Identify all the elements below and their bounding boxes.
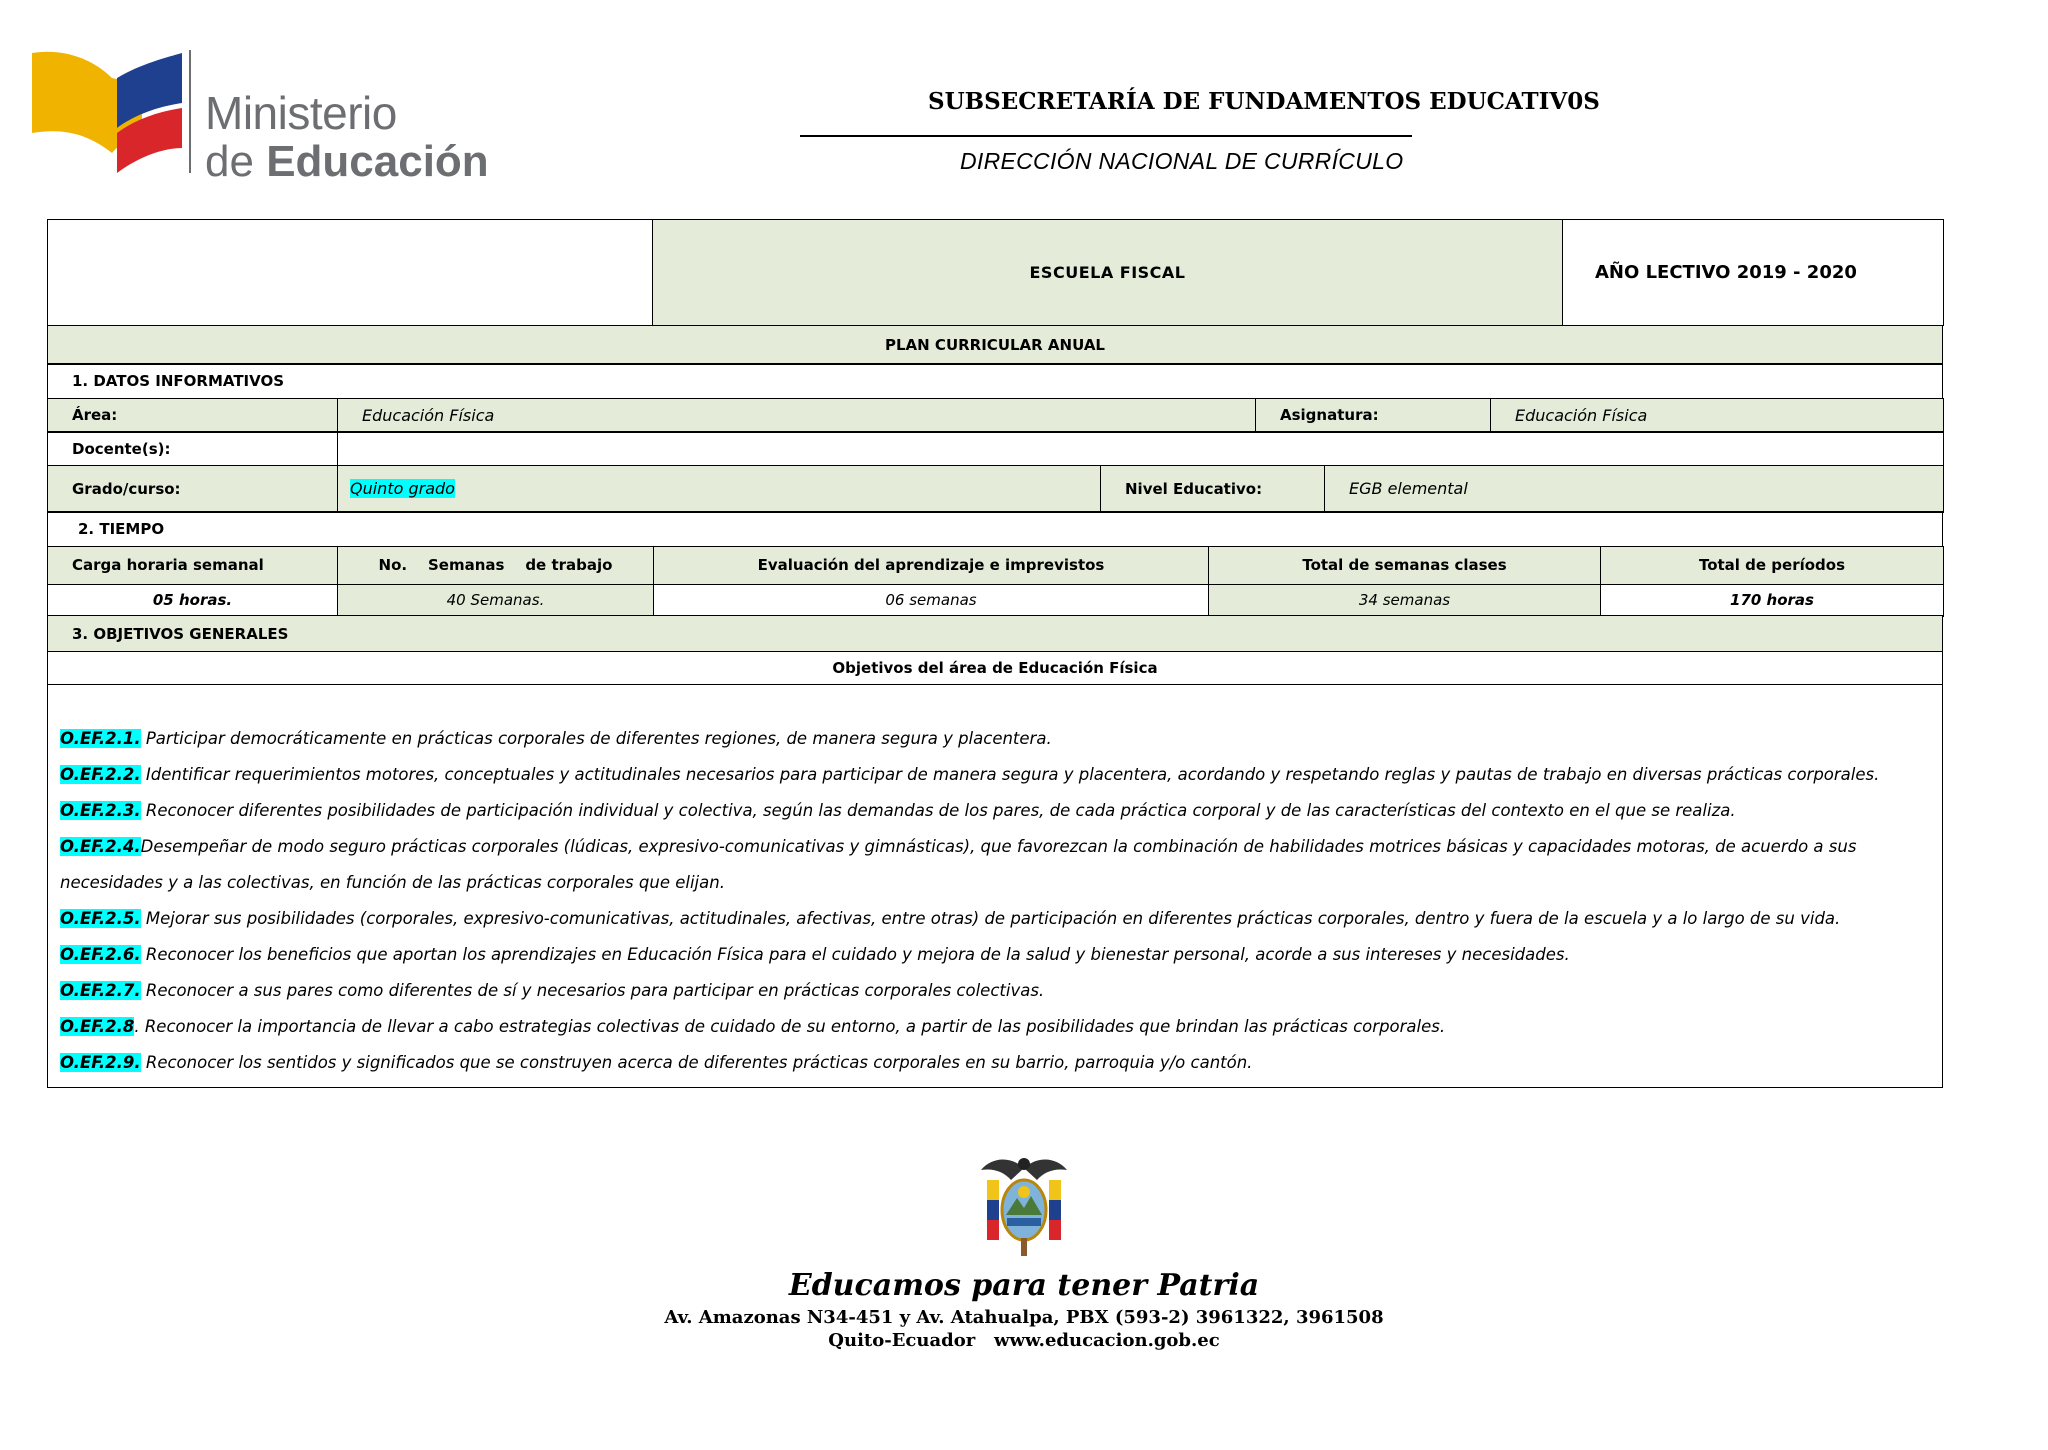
tiempo-header-evaluacion: Evaluación del aprendizaje e imprevistos [654,546,1209,584]
school-name: ESCUELA FISCAL [653,220,1563,326]
tiempo-header-semanas: No. Semanas de trabajo [338,546,654,584]
objective-text: Reconocer a sus pares como diferentes de sí y necesarios para participar en prácticas corporales colectivas. [140,981,1045,1000]
objective-text: Identificar requerimientos motores, conceptuales y actitudinales necesarios para participar de manera segura y placentera, acordando y respetando reglas y pautas de trabajo en diversas prácticas corporales. [140,765,1880,784]
plan-curricular-form [47,219,1943,1088]
objetivos-area-title: Objetivos del área de Educación Física [48,652,1943,685]
objective-item [60,937,1930,973]
objective-item [60,901,1930,937]
objective-code: O.EF.2.7. [60,981,141,1000]
direccion-subtitle: DIRECCIÓN NACIONAL DE CURRÍCULO [960,148,1404,174]
tiempo-value-evaluacion: 06 semanas [654,584,1209,616]
grado-label: Grado/curso: [48,465,338,512]
objetivos-list [47,685,1943,1088]
footer-city-web: Quito-Ecuador www.educacion.gob.ec [828,1330,1220,1351]
grado-cell [338,465,1101,512]
plan-title: PLAN CURRICULAR ANUAL [48,325,1943,364]
docente-value [338,432,1944,466]
area-row-table [47,398,1944,433]
school-title-table [47,219,1944,326]
objective-code: O.EF.2.9. [60,1053,141,1072]
tiempo-value-semanas: 40 Semanas. [338,584,654,616]
ecuador-coat-of-arms-icon [979,1150,1069,1260]
objetivos-heading-table [47,615,1943,685]
objective-item [60,721,1930,757]
logo-line-2-bold: Educación [266,137,489,186]
logo-line-2-prefix: de [205,137,254,186]
tiempo-header-total-periodos: Total de períodos [1601,546,1944,584]
header-divider [800,135,1412,137]
objective-item [60,973,1930,1009]
objective-item [60,757,1930,793]
tiempo-header-carga: Carga horaria semanal [48,546,338,584]
objective-text: . Reconocer la importancia de llevar a cabo estrategias colectivas de cuidado de su entorno, a partir de las posibilidades que brindan las prácticas corporales. [134,1017,1446,1036]
objective-text: Participar democráticamente en prácticas corporales de diferentes regiones, de manera segura y placentera. [140,729,1052,748]
tiempo-heading-table [47,511,1943,547]
docente-row-table [47,431,1944,466]
subsecretaria-title: SUBSECRETARÍA DE FUNDAMENTOS EDUCATIV0S [928,88,1600,115]
tiempo-value-carga: 05 horas. [48,584,338,616]
objective-text: Reconocer diferentes posibilidades de participación individual y colectiva, según las demandas de los pares, de cada práctica corporal y de las características del contexto en el que se realiza. [140,801,1736,820]
plan-title-table [47,325,1943,365]
objective-code: O.EF.2.2. [60,765,141,784]
objetivos-heading: 3. OBJETIVOS GENERALES [48,616,1943,652]
objective-code: O.EF.2.6. [60,945,141,964]
docente-label: Docente(s): [48,432,338,466]
tiempo-value-total-periodos: 170 horas [1601,584,1944,616]
datos-heading-table [47,363,1943,399]
tiempo-heading: 2. TIEMPO [48,512,1943,547]
objective-item [60,1045,1930,1081]
page-footer [0,1150,2048,1351]
logo-cell [48,220,653,326]
logo-line-2 [205,137,489,186]
objective-text: Desempeñar de modo seguro prácticas corporales (lúdicas, expresivo-comunicativas y gimnásticas), que favorezcan la combinación de habilidades motrices básicas y capacidades motoras, de acuerdo a sus necesidades y a las colectivas, en función de las prácticas corporales que elijan. [60,837,1857,892]
nivel-value: EGB elemental [1325,465,1944,512]
footer-motto: Educamos para tener Patria [788,1268,1260,1303]
logo-wordmark [205,87,489,186]
area-label: Área: [48,398,338,432]
tiempo-value-total-semanas: 34 semanas [1209,584,1601,616]
area-value: Educación Física [338,398,1256,432]
objective-code: O.EF.2.5. [60,909,141,928]
objective-text: Mejorar sus posibilidades (corporales, expresivo-comunicativas, actitudinales, afectivas, entre otras) de participación en diferentes prácticas corporales, dentro y fuera de la escuela y a lo largo de su vida. [140,909,1841,928]
asignatura-label: Asignatura: [1256,398,1491,432]
school-year: AÑO LECTIVO 2019 - 2020 [1563,220,1944,326]
objective-item [60,1009,1930,1045]
logo-line-1: Ministerio [205,87,397,139]
objective-item [60,829,1930,901]
objective-code: O.EF.2.1. [60,729,141,748]
datos-heading: 1. DATOS INFORMATIVOS [48,364,1943,399]
objective-item [60,793,1930,829]
objective-text: Reconocer los beneficios que aportan los aprendizajes en Educación Física para el cuidado y mejora de la salud y bienestar personal, acorde a sus intereses y necesidades. [140,945,1570,964]
objective-code: O.EF.2.8 [60,1017,135,1036]
grado-value: Quinto grado [350,479,455,498]
tiempo-header-total-semanas: Total de semanas clases [1209,546,1601,584]
grado-row-table [47,465,1944,513]
footer-address: Av. Amazonas N34-451 y Av. Atahualpa, PBX (593-2) 3961322, 3961508 [664,1307,1384,1328]
objective-text: Reconocer los sentidos y significados que se construyen acerca de diferentes prácticas corporales en su barrio, parroquia y/o cantón. [140,1053,1253,1072]
tiempo-table [47,546,1944,617]
objective-code: O.EF.2.4. [60,837,141,856]
asignatura-value: Educación Física [1491,398,1944,432]
objective-code: O.EF.2.3. [60,801,141,820]
nivel-label: Nivel Educativo: [1101,465,1325,512]
